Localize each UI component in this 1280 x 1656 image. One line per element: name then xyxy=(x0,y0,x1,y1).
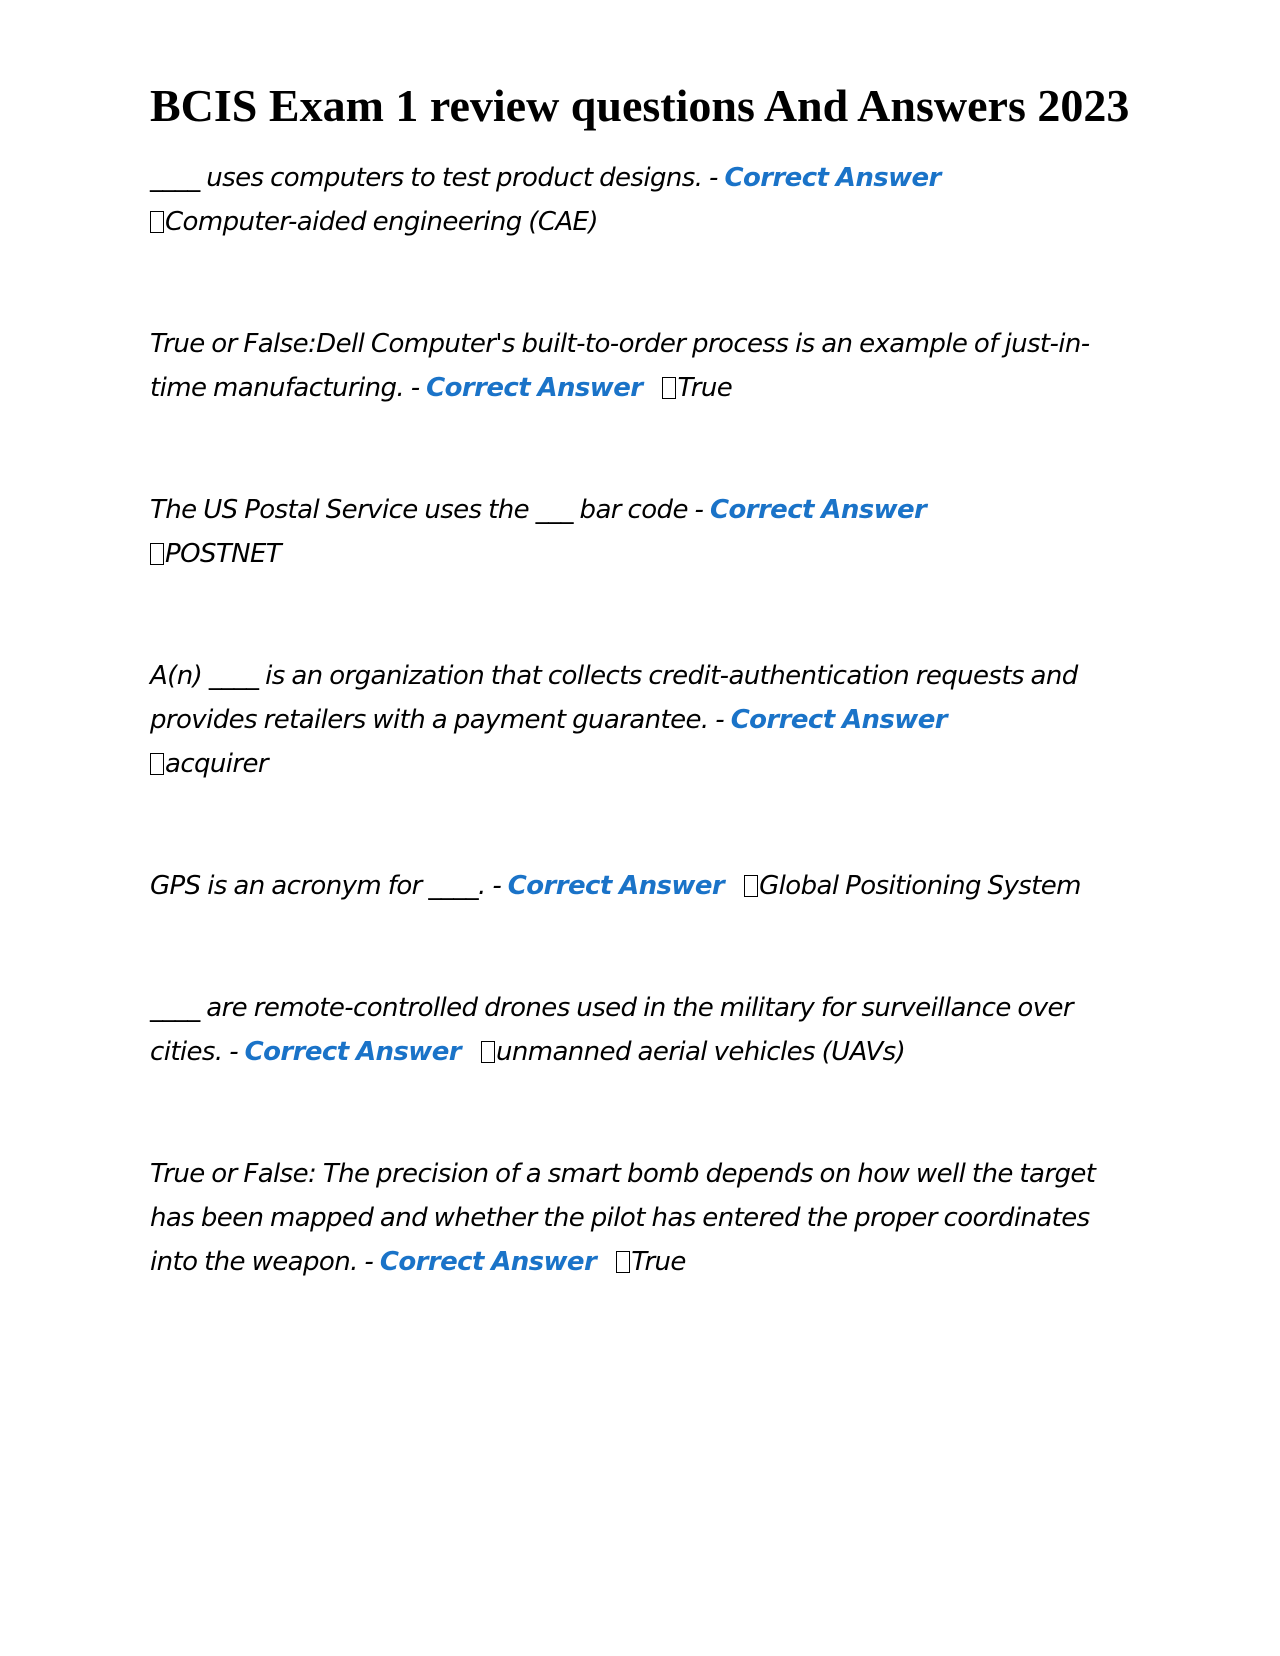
separator: - xyxy=(687,495,710,525)
qa-item xyxy=(150,864,1130,908)
answer-text: Computer-aided engineering (CAE) xyxy=(165,207,598,237)
separator: - xyxy=(222,1037,245,1067)
document-title: BCIS Exam 1 review questions And Answers 2023 xyxy=(150,80,1130,131)
answer-text: True xyxy=(677,373,733,403)
correct-answer-label: Correct Answer xyxy=(507,871,725,901)
correct-answer-label: Correct Answer xyxy=(426,373,643,403)
answer-text: POSTNET xyxy=(165,539,282,569)
correct-answer-label: Correct Answer xyxy=(379,1247,597,1277)
qa-item xyxy=(150,488,1130,576)
qa-list xyxy=(150,156,1130,1284)
separator: - xyxy=(404,373,427,403)
correct-answer-label: Correct Answer xyxy=(244,1037,461,1067)
missing-glyph-icon xyxy=(662,377,676,399)
document-page xyxy=(150,70,1130,1362)
answer-text: unmanned aerial vehicles (UAVs) xyxy=(495,1037,906,1067)
question-text: ____ uses computers to test product designs. xyxy=(150,163,703,193)
correct-answer-label: Correct Answer xyxy=(724,163,941,193)
question-text: GPS is an acronym for ____. xyxy=(150,871,486,901)
qa-item xyxy=(150,322,1130,410)
separator: - xyxy=(702,163,725,193)
question-text: True or False:Dell Computer's built-to-order process is an example of just-in-time manufacturing. xyxy=(150,329,1090,403)
missing-glyph-icon xyxy=(150,211,164,233)
question-text: A(n) ____ is an organization that collects credit-authentication requests and provides retailers with a payment guarantee. xyxy=(150,661,1078,735)
qa-item xyxy=(150,986,1130,1074)
question-text: True or False: The precision of a smart bomb depends on how well the target has been mapped and whether the pilot has entered the proper coordinates into the weapon. xyxy=(150,1159,1096,1277)
answer-text: acquirer xyxy=(165,749,269,779)
qa-item xyxy=(150,156,1130,244)
question-text: The US Postal Service uses the ___ bar code xyxy=(150,495,688,525)
correct-answer-label: Correct Answer xyxy=(730,705,947,735)
qa-item xyxy=(150,654,1130,786)
separator: - xyxy=(357,1247,380,1277)
answer-text: Global Positioning System xyxy=(759,871,1081,901)
missing-glyph-icon xyxy=(616,1251,630,1273)
correct-answer-label: Correct Answer xyxy=(709,495,927,525)
missing-glyph-icon xyxy=(150,753,164,775)
missing-glyph-icon xyxy=(744,875,758,897)
question-text: ____ are remote-controlled drones used in the military for surveillance over cities. xyxy=(150,993,1073,1067)
answer-text: True xyxy=(631,1247,686,1277)
missing-glyph-icon xyxy=(150,543,164,565)
qa-item xyxy=(150,1152,1130,1284)
separator: - xyxy=(485,871,508,901)
separator: - xyxy=(708,705,731,735)
missing-glyph-icon xyxy=(481,1041,495,1063)
